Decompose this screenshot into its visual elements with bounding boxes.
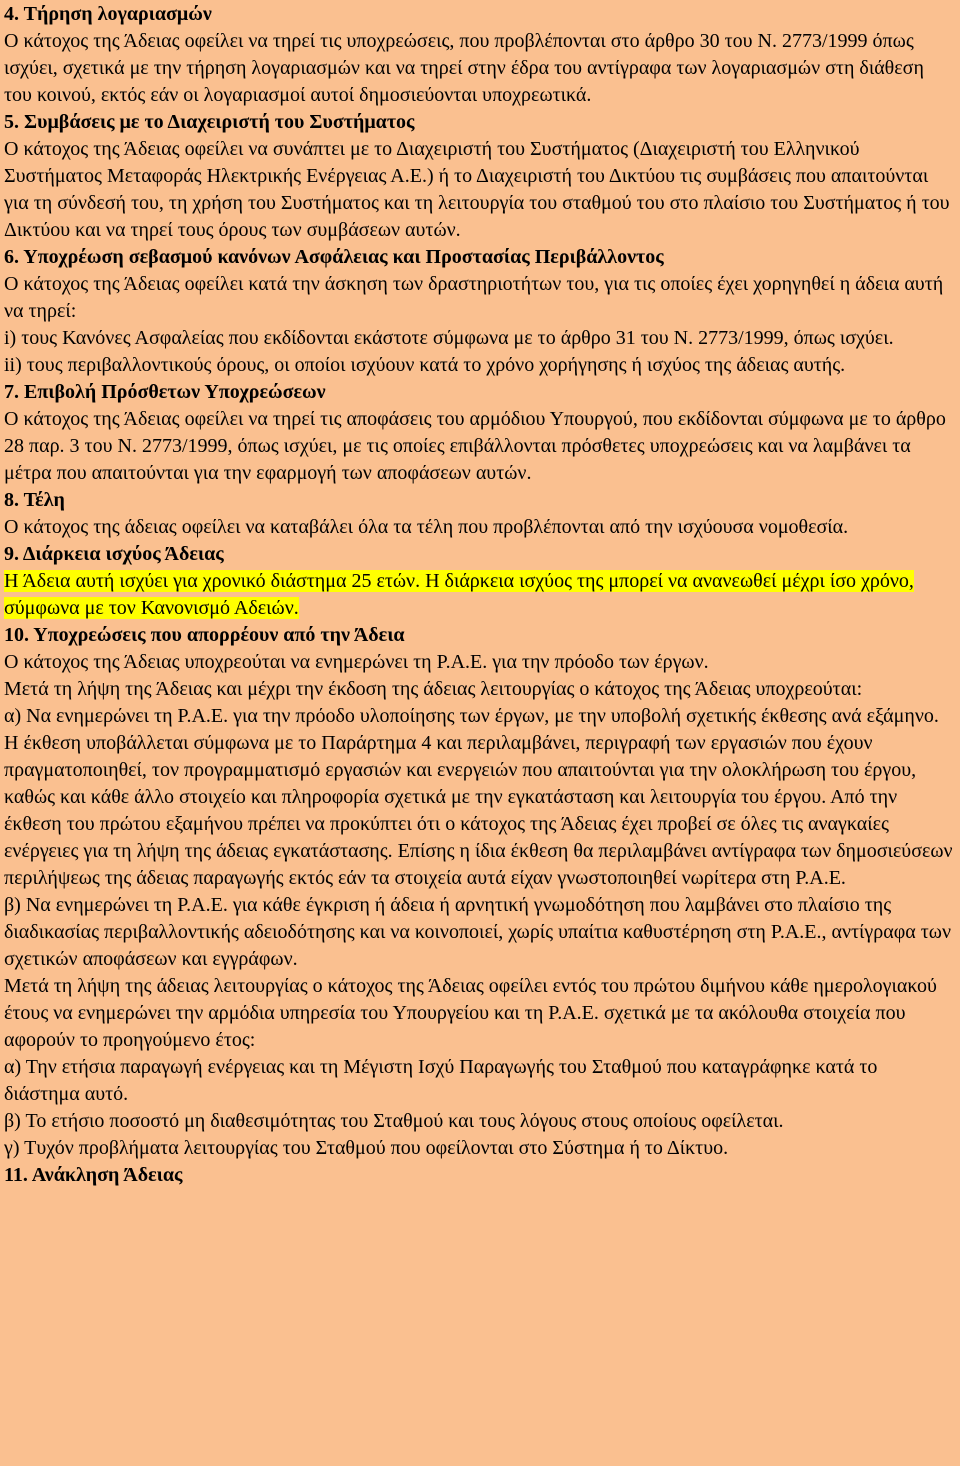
section-7-additional-obligations [4, 379, 956, 487]
section-paragraph: γ) Τυχόν προβλήματα λειτουργίας του Σταθμού που οφείλονται στο Σύστημα ή το Δίκτυο. [4, 1137, 729, 1159]
section-paragraph-highlighted [4, 568, 956, 622]
section-4-accounts [4, 1, 956, 109]
section-paragraph: Ο κάτοχος της Άδειας οφείλει να τηρεί τις υποχρεώσεις, που προβλέπονται στο άρθρο 30 του Ν. 2773/1999 όπως ισχύει, σχετικά με την τήρηση λογαριασμών και να τηρεί στην έδρα του αντίγραφα των λογαριασμών στη διάθεση του κοινού, εκτός εάν οι λογαριασμοί αυτοί δημοσιεύονται υποχρεωτικά. [4, 30, 924, 106]
section-paragraph: Ο κάτοχος της Άδειας οφείλει να συνάπτει με το Διαχειριστή του Συστήματος (Διαχειριστή του Ελληνικού Συστήματος Μεταφοράς Ηλεκτρικής Ενέργειας Α.Ε.) ή το Διαχειριστή του Δικτύου τις συμβάσεις που απαιτούνται για τη σύνδεσή του, τη χρήση του Συστήματος και τη λειτουργία του σταθμού του στο πλαίσιο του Συστήματος ή του Δικτύου και να τηρεί τους όρους των συμβάσεων αυτών. [4, 138, 950, 241]
section-paragraph: α) Να ενημερώνει τη Ρ.Α.Ε. για την πρόοδο υλοποίησης των έργων, με την υποβολή σχετικής έκθεσης ανά εξάμηνο. Η έκθεση υποβάλλεται σύμφωνα με το Παράρτημα 4 και περιλαμβάνει, περιγραφή των εργασιών που έχουν πραγματοποιηθεί, τον προγραμματισμό εργασιών και ενεργειών που απαιτούνται για την ολοκλήρωση του έργου, καθώς και κάθε άλλο στοιχείο και πληροφορία σχετικά με την εγκατάσταση και λειτουργία του έργου. Από την έκθεση του πρώτου εξαμήνου πρέπει να προκύπτει ότι ο κάτοχος της Άδειας έχει προβεί σε όλες τις αναγκαίες ενέργειες για τη λήψη της άδειας εγκατάστασης. Επίσης η ίδια έκθεση θα περιλαμβάνει αντίγραφα των δημοσιεύσεων περιλήψεως της άδειας παραγωγής εκτός εάν τα στοιχεία αυτά είχαν γνωστοποιηθεί νωρίτερα στη Ρ.Α.Ε. [4, 705, 953, 889]
section-paragraph: i) τους Κανόνες Ασφαλείας που εκδίδονται εκάστοτε σύμφωνα με το άρθρο 31 του Ν. 2773/1999, όπως ισχύει. [4, 327, 894, 349]
section-paragraph: Ο κάτοχος της Άδειας υποχρεούται να ενημερώνει τη Ρ.Α.Ε. για την πρόοδο των έργων. [4, 651, 709, 673]
section-heading: 5. Συμβάσεις με το Διαχειριστή του Συστήματος [4, 111, 415, 133]
section-heading: 6. Υποχρέωση σεβασμού κανόνων Ασφάλειας και Προστασίας Περιβάλλοντος [4, 246, 664, 268]
section-paragraph: Μετά τη λήψη της Άδειας και μέχρι την έκδοση της άδειας λειτουργίας ο κάτοχος της Άδειας υποχρεούται: [4, 678, 863, 700]
section-paragraph: β) Να ενημερώνει τη Ρ.Α.Ε. για κάθε έγκριση ή άδεια ή αρνητική γνωμοδότηση που λαμβάνει στο πλαίσιο της διαδικασίας περιβαλλοντικής αδειοδότησης και να κοινοποιεί, χωρίς υπαίτια καθυστέρηση στη Ρ.Α.Ε., αντίγραφα των σχετικών αποφάσεων και εγγράφων. [4, 894, 951, 970]
section-paragraph: ii) τους περιβαλλοντικούς όρους, οι οποίοι ισχύουν κατά το χρόνο χορήγησης ή ισχύος της άδειας αυτής. [4, 354, 846, 376]
section-paragraph: Μετά τη λήψη της άδειας λειτουργίας ο κάτοχος της Άδειας οφείλει εντός του πρώτου διμήνου κάθε ημερολογιακού έτους να ενημερώνει την αρμόδια υπηρεσία του Υπουργείου και τη Ρ.Α.Ε. σχετικά με τα ακόλουθα στοιχεία που αφορούν το προηγούμενο έτος: [4, 975, 937, 1051]
section-paragraph: β) Το ετήσιο ποσοστό μη διαθεσιμότητας του Σταθμού και τους λόγους στους οποίους οφείλεται. [4, 1110, 784, 1132]
section-heading: 11. Ανάκληση Άδειας [4, 1164, 183, 1186]
section-heading: 8. Τέλη [4, 489, 65, 511]
section-heading: 7. Επιβολή Πρόσθετων Υποχρεώσεων [4, 381, 326, 403]
section-5-contracts [4, 109, 956, 244]
section-heading: 10. Υποχρεώσεις που απορρέουν από την Άδεια [4, 624, 405, 646]
section-6-safety-environment [4, 244, 956, 379]
section-11-revocation [4, 1162, 956, 1189]
section-paragraph: Ο κάτοχος της Άδειας οφείλει να τηρεί τις αποφάσεις του αρμόδιου Υπουργού, που εκδίδονται σύμφωνα με το άρθρο 28 παρ. 3 του Ν. 2773/1999, όπως ισχύει, με τις οποίες επιβάλλονται πρόσθετες υποχρεώσεις και να λαμβάνει τα μέτρα που απαιτούνται για την εφαρμογή των αποφάσεων αυτών. [4, 408, 946, 484]
section-heading: 9. Διάρκεια ισχύος Άδειας [4, 543, 224, 565]
section-heading: 4. Τήρηση λογαριασμών [4, 3, 212, 25]
section-paragraph: Ο κάτοχος της άδειας οφείλει να καταβάλει όλα τα τέλη που προβλέπονται από την ισχύουσα νομοθεσία. [4, 516, 849, 538]
section-10-obligations [4, 622, 956, 1162]
section-8-fees [4, 487, 956, 541]
section-paragraph: Ο κάτοχος της Άδειας οφείλει κατά την άσκηση των δραστηριοτήτων του, για τις οποίες έχει χορηγηθεί η άδεια αυτή να τηρεί: [4, 273, 944, 322]
section-paragraph: α) Την ετήσια παραγωγή ενέργειας και τη Μέγιστη Ισχύ Παραγωγής του Σταθμού που καταγράφηκε κατά το διάστημα αυτό. [4, 1056, 878, 1105]
highlighted-text: Η Άδεια αυτή ισχύει για χρονικό διάστημα 25 ετών. Η διάρκεια ισχύος της μπορεί να ανανεωθεί μέχρι ίσο χρόνο, σύμφωνα με τον Κανονισμό Αδειών. [4, 570, 914, 619]
section-9-license-duration [4, 541, 956, 622]
